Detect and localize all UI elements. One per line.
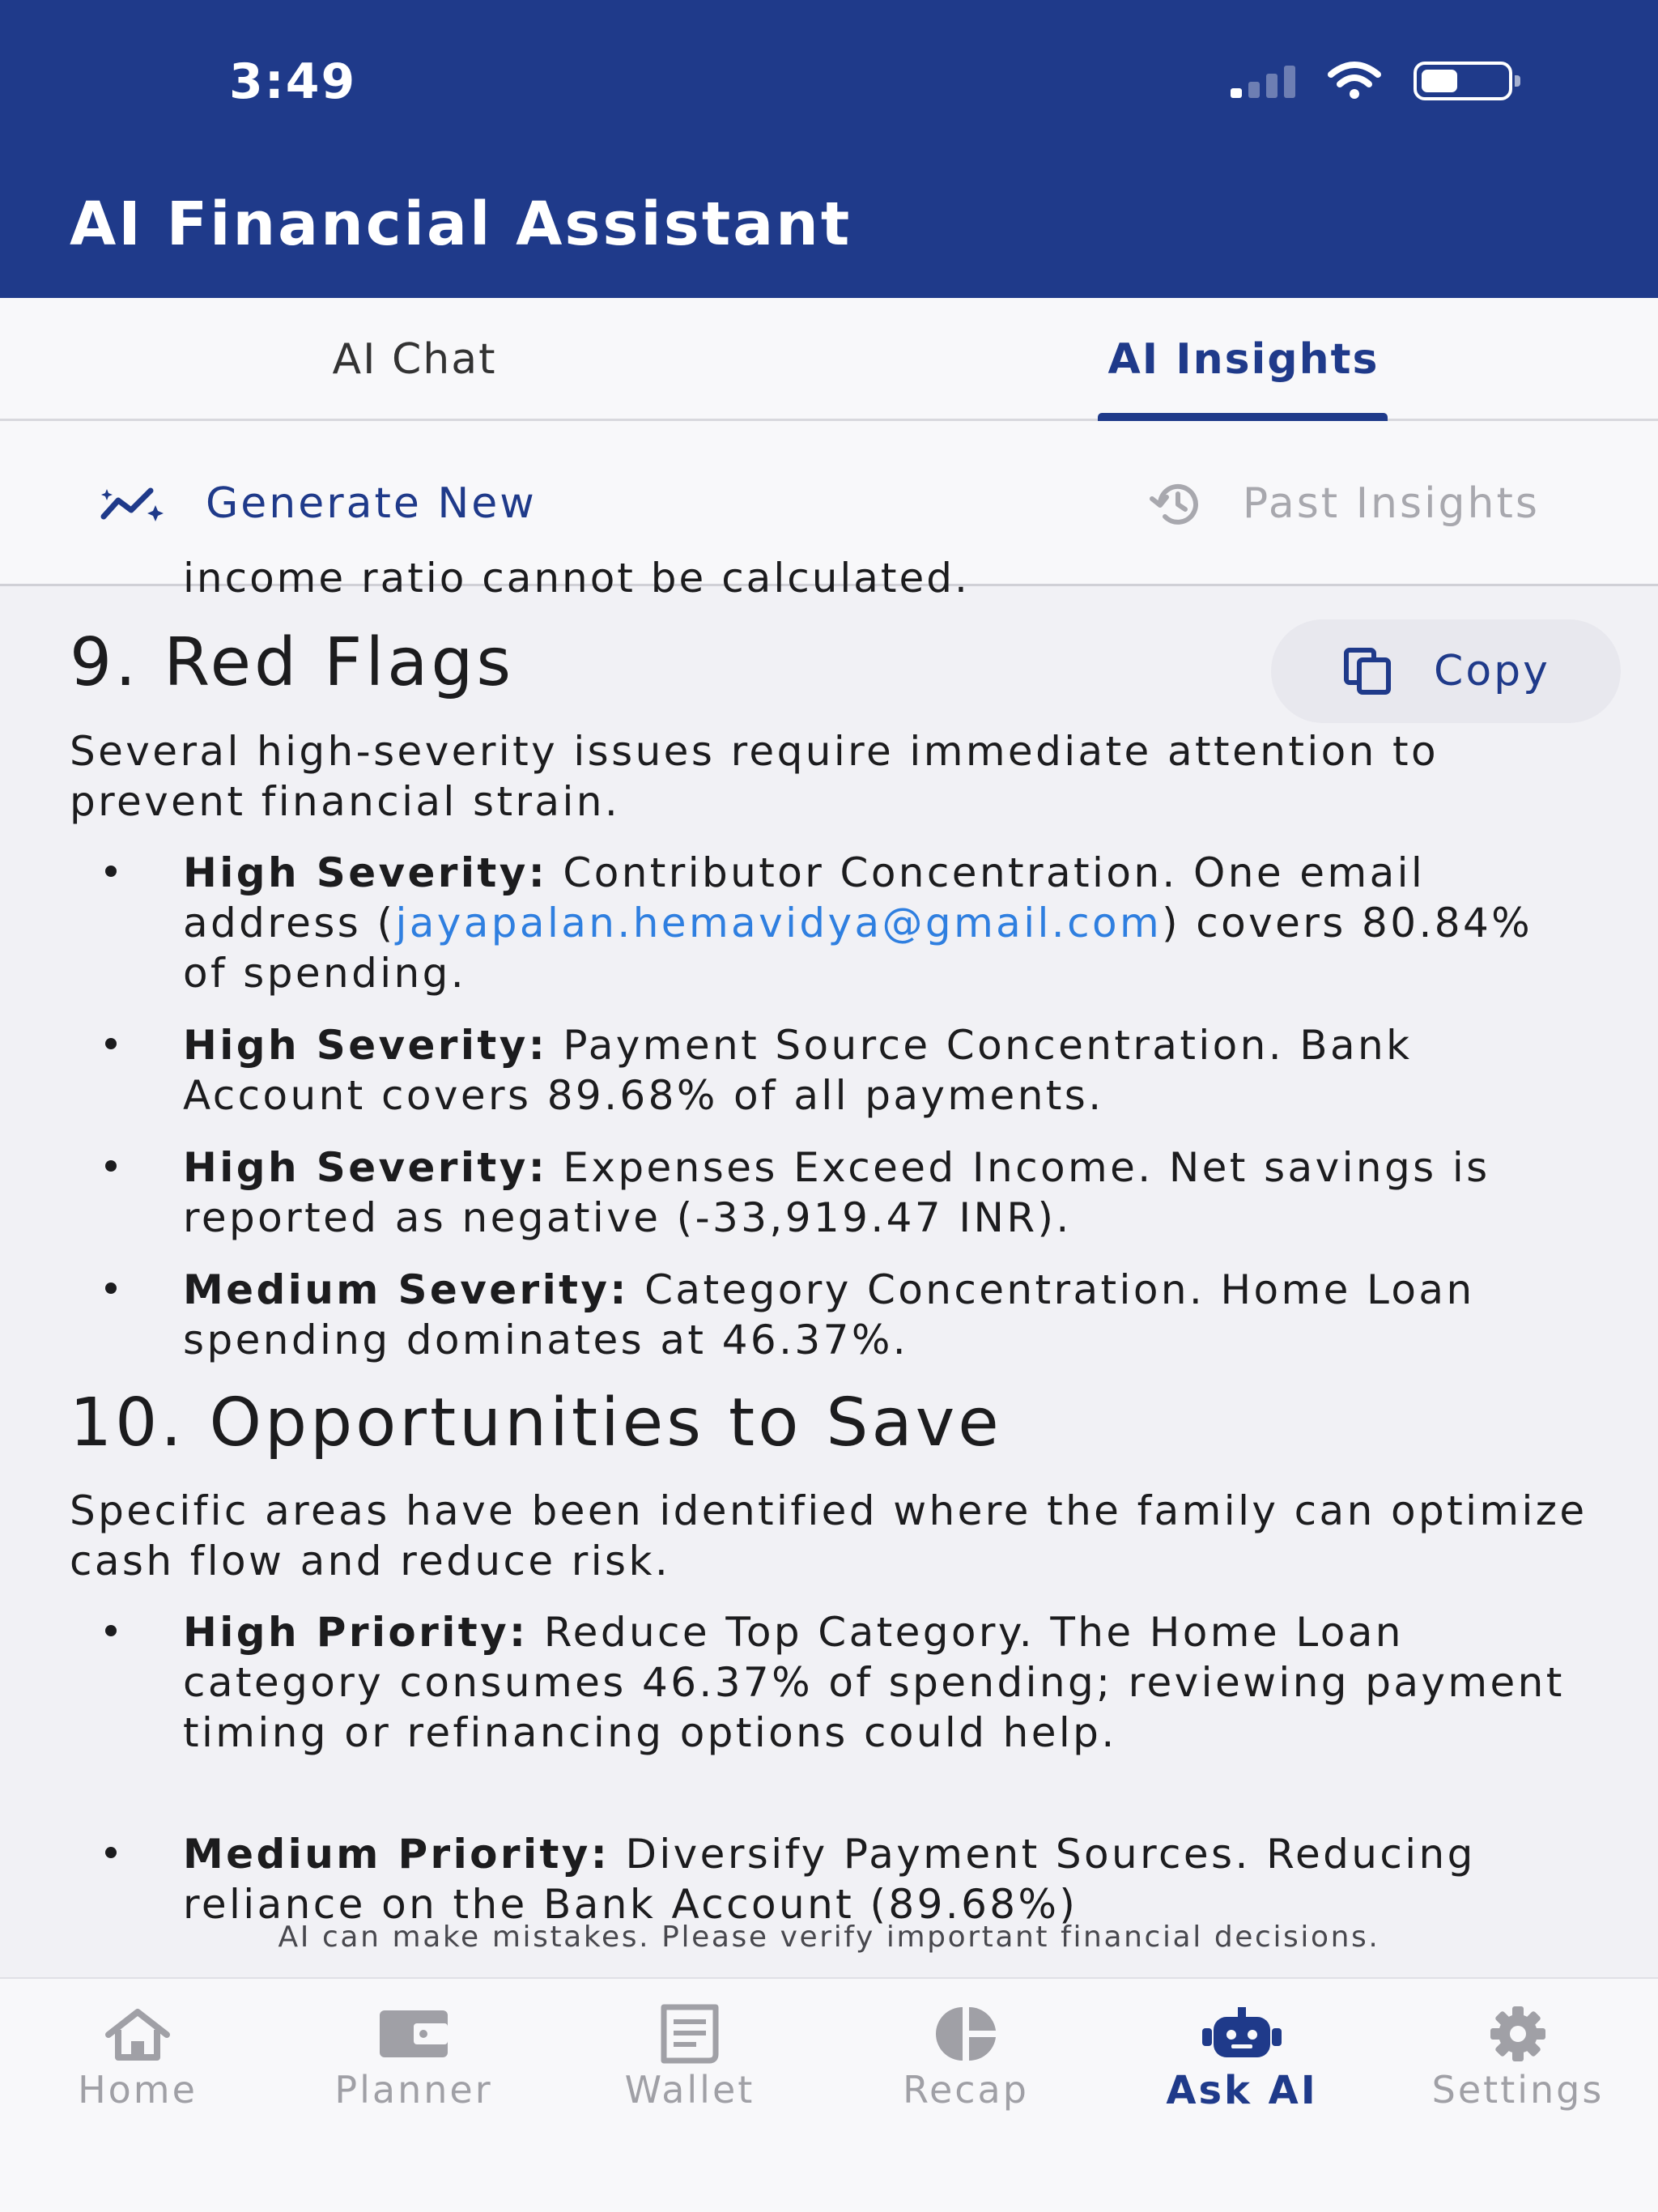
tab-ai-chat[interactable]: AI Chat: [332, 335, 497, 384]
email-link[interactable]: jayapalan.hemavidya@gmail.com: [395, 900, 1163, 946]
tabbar-label: Wallet: [624, 2068, 755, 2112]
copy-icon: [1341, 647, 1398, 696]
tab-ai-insights[interactable]: AI Insights: [1107, 335, 1380, 384]
home-icon: [93, 2001, 182, 2066]
pie-chart-icon: [921, 2001, 1010, 2066]
bullet-dot: [105, 1847, 117, 1858]
status-time: 3:49: [229, 53, 357, 110]
item-text: Diversify Payment Sources. Reducing reliance on the Bank Account (89.68%): [183, 1831, 1476, 1928]
signal-icon: [1231, 64, 1295, 98]
copy-label: Copy: [1434, 647, 1550, 696]
item-text: Payment Source Concentration. Bank Account covers 89.68% of all payments.: [183, 1022, 1413, 1119]
wifi-icon: [1328, 62, 1381, 100]
segment-tabs: [0, 298, 1658, 421]
list-item: [183, 1265, 1584, 1365]
item-label: High Priority:: [183, 1609, 529, 1656]
tabbar-home[interactable]: [0, 1979, 275, 2141]
status-icons: [1231, 62, 1512, 100]
history-icon: [1144, 479, 1209, 528]
generate-new-label: Generate New: [206, 479, 537, 528]
item-text: Reduce Top Category. The Home Loan category consumes 46.37% of spending; reviewing payment timing or refinancing options could help.: [183, 1609, 1565, 1756]
item-text: Category Concentration. Home Loan spending dominates at 46.37%.: [183, 1266, 1475, 1363]
item-text: Expenses Exceed Income. Net savings is reported as negative (-33,919.47 INR).: [183, 1144, 1490, 1241]
bottom-tab-bar: [0, 1977, 1658, 2212]
gear-icon: [1473, 2001, 1562, 2066]
app-title: AI Financial Assistant: [70, 189, 852, 259]
item-text: ) covers 80.84% of spending.: [183, 900, 1533, 997]
item-text: Contributor Concentration. One email address (: [183, 849, 1426, 946]
section-title-red-flags: 9. Red Flags: [70, 624, 515, 701]
receipt-icon: [645, 2001, 734, 2066]
tabbar-label: Planner: [334, 2068, 493, 2112]
ai-disclaimer: AI can make mistakes. Please verify important financial decisions.: [278, 1921, 1380, 1954]
list-item: [183, 1142, 1584, 1243]
past-insights-button[interactable]: [1144, 421, 1540, 586]
clipped-text-line: income ratio cannot be calculated.: [183, 555, 970, 602]
active-tab-indicator: [1098, 413, 1388, 421]
item-label: High Severity:: [183, 1144, 548, 1191]
bullet-dot: [105, 1625, 117, 1636]
bullet-dot: [105, 866, 117, 877]
list-item: [183, 1607, 1584, 1758]
section-intro: Specific areas have been identified where the family can optimize cash flow and reduce risk.: [70, 1487, 1588, 1585]
item-label: High Severity:: [183, 1022, 548, 1069]
item-label: Medium Severity:: [183, 1266, 629, 1313]
tabbar-wallet[interactable]: [552, 1979, 827, 2141]
list-item: [183, 1829, 1584, 1929]
tabbar-label: Ask AI: [1166, 2068, 1318, 2113]
app-header: [0, 0, 1658, 298]
battery-icon: [1414, 62, 1512, 100]
robot-icon: [1197, 2001, 1286, 2066]
tabbar-recap[interactable]: [828, 1979, 1103, 2141]
section-title-opportunities: 10. Opportunities to Save: [70, 1385, 1002, 1461]
item-label: High Severity:: [183, 849, 548, 896]
item-label: Medium Priority:: [183, 1831, 610, 1878]
sparkle-trend-icon: [99, 484, 167, 523]
past-insights-label: Past Insights: [1242, 479, 1540, 528]
tabbar-label: Home: [78, 2068, 198, 2112]
section-intro: Several high-severity issues require immediate attention to prevent financial strain.: [70, 728, 1439, 825]
list-item: [183, 1020, 1584, 1121]
tabbar-ask-ai[interactable]: [1104, 1979, 1380, 2141]
bullet-dot: [105, 1160, 117, 1172]
list-item: [183, 848, 1584, 998]
tabbar-planner[interactable]: [276, 1979, 551, 2141]
tabbar-label: Recap: [903, 2068, 1029, 2112]
tabbar-settings[interactable]: [1380, 1979, 1656, 2141]
wallet-card-icon: [369, 2001, 458, 2066]
tabbar-label: Settings: [1431, 2068, 1605, 2112]
copy-button[interactable]: [1271, 619, 1621, 723]
bullet-dot: [105, 1038, 117, 1049]
insights-content: [0, 555, 1658, 1928]
bullet-dot: [105, 1283, 117, 1294]
